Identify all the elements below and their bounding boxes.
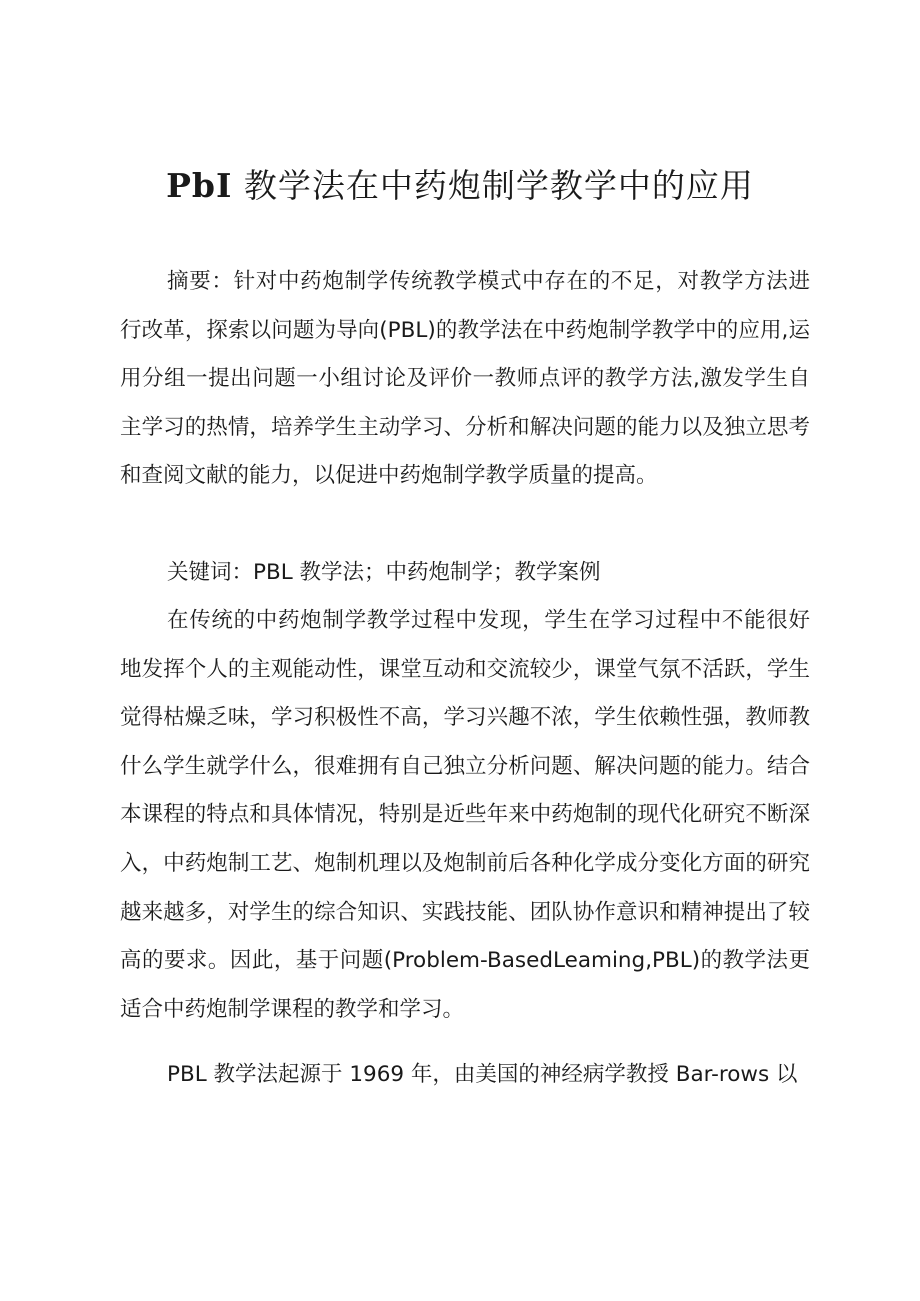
title-latin-part: PbI bbox=[166, 166, 233, 205]
title-chinese-part: 教学法在中药炮制学教学中的应用 bbox=[232, 166, 754, 205]
keywords-line: 关键词：PBL 教学法；中药炮制学；教学案例 bbox=[167, 560, 601, 585]
body-paragraph-2: PBL 教学法起源于 1969 年，由美国的神经病学教授 Bar-rows 以 bbox=[167, 1062, 798, 1087]
abstract-paragraph: 摘要：针对中药炮制学传统教学模式中存在的不足，对教学方法进行改革，探索以问题为导向(PBL)的教学法在中药炮制学教学中的应用,运用分组一提出问题一小组讨论及评价一教师点评的教学方法,激发学生自主学习的热情，培养学生主动学习、分析和解决问题的能力以及独立思考和查阅文献的能力，以促进中药炮制学教学质量的提高。 bbox=[120, 269, 810, 489]
document-title bbox=[0, 162, 920, 210]
body-paragraph-1: 在传统的中药炮制学教学过程中发现，学生在学习过程中不能很好地发挥个人的主观能动性，课堂互动和交流较少，课堂气氛不活跃，学生觉得枯燥乏味，学习积极性不高，学习兴趣不浓，学生依赖性强，教师教什么学生就学什么，很难拥有自己独立分析问题、解决问题的能力。结合本课程的特点和具体情况，特别是近些年来中药炮制的现代化研究不断深入，中药炮制工艺、炮制机理以及炮制前后各种化学成分变化方面的研究越来越多，对学生的综合知识、实践技能、团队协作意识和精神提出了较高的要求。因此，基于问题(Problem-BasedLeaming,PBL)的教学法更适合中药炮制学课程的教学和学习。 bbox=[120, 608, 810, 1022]
